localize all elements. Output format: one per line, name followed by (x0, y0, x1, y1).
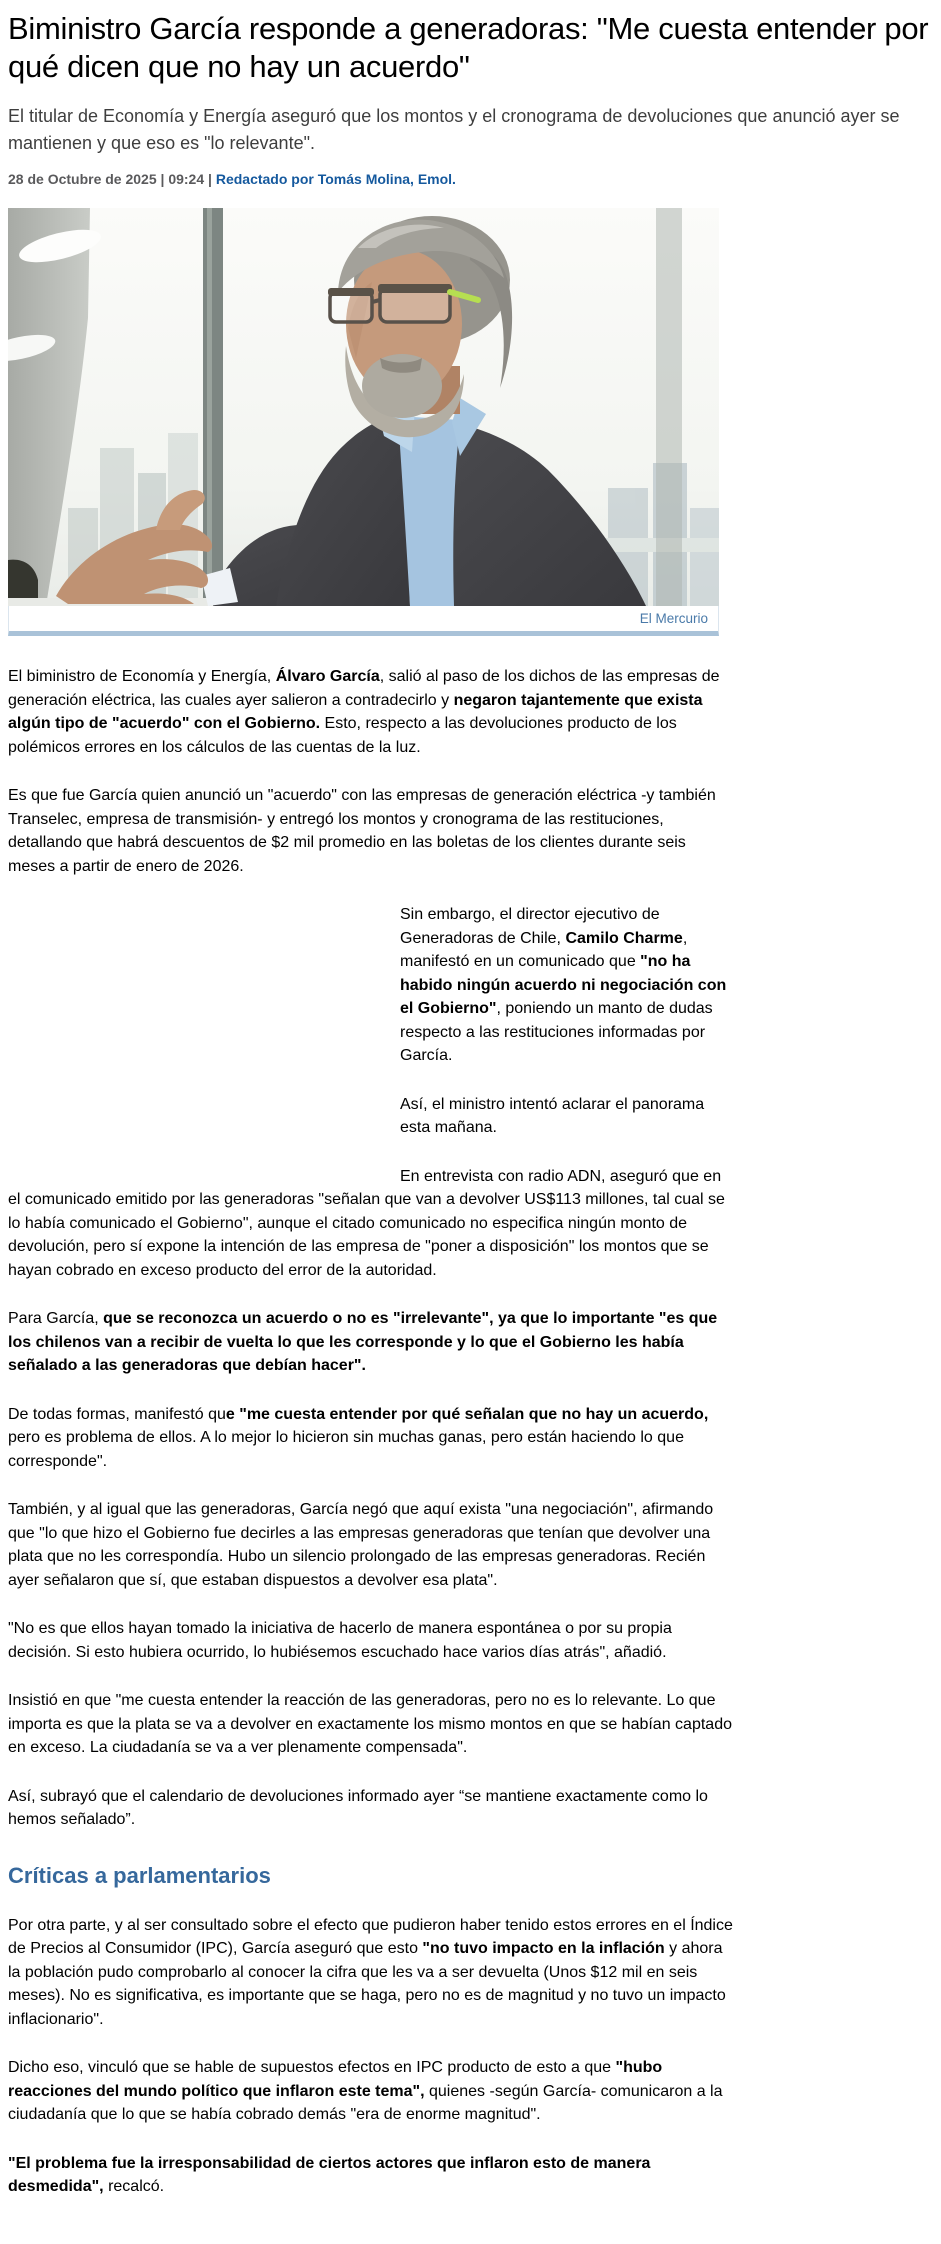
article-photo-figure (8, 208, 719, 636)
article-paragraph: Por otra parte, y al ser consultado sobre el efecto que pudieron haber tenido estos errores en el Índice de Precios al Consumidor (IPC), García aseguró que esto "no tuvo impacto en la inflación y ahora la población pudo comprobarlo al conocer la cifra que les va a ser devuelta (Unos $12 mil en seis meses). No es significativa, es importante que se haga, pero no es de magnitud y no tuvo un impacto inflacionario". (8, 1916, 733, 2028)
article-subtitle: El titular de Economía y Energía aseguró que los montos y el cronograma de devoluciones que anunció ayer se mantienen y que eso es "lo relevante". (8, 106, 900, 153)
article-paragraph: "El problema fue la irresponsabilidad de ciertos actores que inflaron esto de manera desmedida", recalcó. (8, 2154, 651, 2195)
article-paragraph: En entrevista con radio ADN, aseguró que en el comunicado emitido por las generadoras "señalan que van a devolver US$113 millones, tal cual se lo había comunicado el Gobierno", aunque el citado comunicado no especifica ningún monto de devolución, pero sí expone la intención de las empresa de "poner a disposición" los montos que se hayan cobrado en exceso producto del error de la autoridad. (8, 1167, 725, 1279)
article-paragraph: Dicho eso, vinculó que se hable de supuestos efectos en IPC producto de esto a que "hubo reacciones del mundo político que inflaron este tema", quienes -según García- comunicaron a la ciudadanía que lo que se había cobrado demás "era de enorme magnitud". (8, 2059, 723, 2123)
byline-dateline: 28 de Octubre de 2025 | 09:24 | (8, 171, 216, 187)
article-paragraph: De todas formas, manifestó que "me cuesta entender por qué señalan que no hay un acuerdo, pero es problema de ellos. A lo mejor lo hicieron sin muchas ganas, pero están haciendo lo que corresponde". (8, 1405, 709, 1470)
byline-author-link[interactable]: Redactado por Tomás Molina, Emol. (215, 171, 456, 187)
article-paragraph: Para García, que se reconozca un acuerdo o no es "irrelevante", ya que lo importante "es que los chilenos van a recibir de vuelta lo que les corresponde y lo que el Gobierno les había señalado a las generadoras que debían hacer". (8, 1310, 718, 1374)
page-title: Biministro García responde a generadoras: "Me cuesta entender por qué dicen que no hay un acuerdo" (8, 11, 929, 84)
section-heading: Críticas a parlamentarios (8, 1862, 271, 1888)
article-photo (8, 208, 719, 606)
photo-credit: El Mercurio (639, 611, 708, 626)
photo-caption-bar (8, 606, 719, 636)
article-paragraph: Es que fue García quien anunció un "acuerdo" con las empresas de generación eléctrica -y también Transelec, empresa de transmisión- y entregó los montos y cronograma de las restituciones, detallando que habrá descuentos de $2 mil promedio en las boletas de los clientes durante seis meses a partir de enero de 2026. (8, 787, 716, 875)
article-paragraph: El biministro de Economía y Energía, Álvaro García, salió al paso de los dichos de las empresas de generación eléctrica, las cuales ayer salieron a contradecirlo y negaron tajantemente que exista algún tipo de "acuerdo" con el Gobierno. Esto, respecto a las devoluciones producto de los polémicos errores en los cálculos de las cuentas de la luz. (8, 668, 720, 756)
article-paragraph: Insistió en que "me cuesta entender la reacción de las generadoras, pero no es lo relevante. Lo que importa es que la plata se va a devolver en exactamente los mismo montos en que se habían captado en exceso. La ciudadanía se va a ver plenamente compensada". (8, 1692, 732, 1756)
ad-placeholder (8, 903, 400, 1180)
article-body (8, 665, 735, 2199)
article-paragraph: Así, subrayó que el calendario de devoluciones informado ayer “se mantiene exactamente como lo hemos señalado”. (8, 1787, 708, 1828)
article-paragraph: Sin embargo, el director ejecutivo de Generadoras de Chile, Camilo Charme, manifestó en un comunicado que "no ha habido ningún acuerdo ni negociación con el Gobierno", poniendo un manto de dudas respecto a las restituciones informadas por García. (400, 906, 727, 1064)
article-paragraph: También, y al igual que las generadoras, García negó que aquí exista "una negociación", afirmando que "lo que hizo el Gobierno fue decirles a las empresas generadoras que tenían que devolver una plata que no les correspondía. Hubo un silencio prolongado de las empresas generadoras. Recién ayer señalaron que sí, que estaban dispuestos a devolver esa plata". (8, 1501, 714, 1589)
byline (8, 171, 935, 187)
article-paragraph: "No es que ellos hayan tomado la iniciativa de hacerlo de manera espontánea o por su propia decisión. Si esto hubiera ocurrido, lo hubiésemos escuchado hace varios días atrás", añadió. (8, 1620, 672, 1661)
article-paragraph: Así, el ministro intentó aclarar el panorama esta mañana. (400, 1095, 705, 1136)
